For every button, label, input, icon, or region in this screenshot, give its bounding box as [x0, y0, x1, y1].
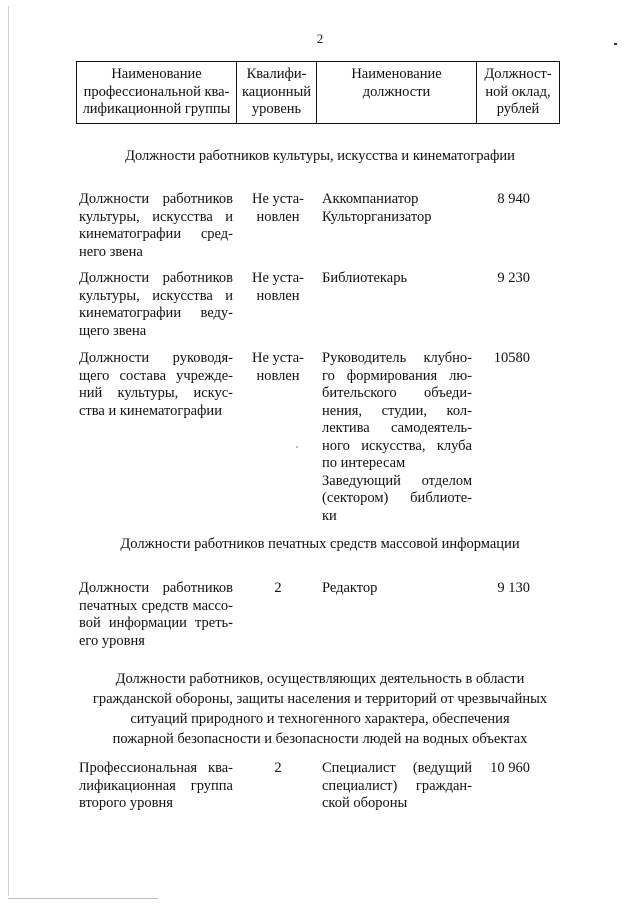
- row-group: Должности руководя- щего состава учрежде- ний культуры, искус- ства и кинематографии: [79, 350, 233, 419]
- table-header: [76, 61, 560, 124]
- row-level: 2: [274, 580, 282, 596]
- page-number: 2: [316, 31, 324, 46]
- row-positions: Специалист (ведущий специалист) граждан- ской обороны: [322, 760, 472, 811]
- row-positions: Руководитель клубно- го формирования лю- бительского объеди- нения, студии, кол- лектива самодеятель- ного искусства, клуба по интересам Заведующий отделом (сектором) библиоте- ки: [322, 350, 472, 524]
- page-edge-bottom: [8, 898, 158, 899]
- row-group: Должности работников культуры, искусства и кинематографии сред- него звена: [79, 191, 233, 260]
- section-title-civil-defense: Должности работников, осуществляющих деятельность в области гражданской обороны, защиты населения и территорий от чрезвычайных ситуаций природного и техногенного характера, обеспечения пожарной безопасности и безопасности людей на водных объектах: [92, 671, 548, 747]
- row-salary: 10 960: [490, 760, 530, 776]
- header-group: Наименование профессиональной ква- лификационной группы: [77, 62, 237, 124]
- row-level: Не уста- новлен: [252, 270, 304, 304]
- row-salary: 8 940: [497, 191, 530, 207]
- page-edge-left: [8, 6, 9, 896]
- row-positions: Библиотекарь: [322, 270, 408, 286]
- row-positions: Аккомпаниатор Культорганизатор: [322, 191, 432, 225]
- scan-speck: [296, 446, 298, 448]
- row-positions: Редактор: [322, 580, 378, 596]
- header-level: Квалифи- кационный уровень: [237, 62, 317, 124]
- row-salary: 10580: [493, 350, 530, 366]
- row-level: Не уста- новлен: [252, 191, 304, 225]
- row-group: Должности работников культуры, искусства и кинематографии веду- щего звена: [79, 270, 233, 339]
- row-level: 2: [274, 760, 282, 776]
- row-salary: 9 130: [497, 580, 530, 596]
- section-title-press: Должности работников печатных средств массовой информации: [120, 536, 520, 552]
- row-group: Должности работников печатных средств массо- вой информации треть- его уровня: [79, 580, 233, 649]
- margin-mark: [614, 43, 617, 45]
- section-title-culture: Должности работников культуры, искусства и кинематографии: [125, 148, 515, 164]
- header-position: Наименование должности: [317, 62, 477, 124]
- row-group: Профессиональная ква- лификационная группа второго уровня: [79, 760, 233, 811]
- row-level: Не уста- новлен: [252, 350, 304, 384]
- row-salary: 9 230: [497, 270, 530, 286]
- header-salary: Должност- ной оклад, рублей: [477, 62, 560, 124]
